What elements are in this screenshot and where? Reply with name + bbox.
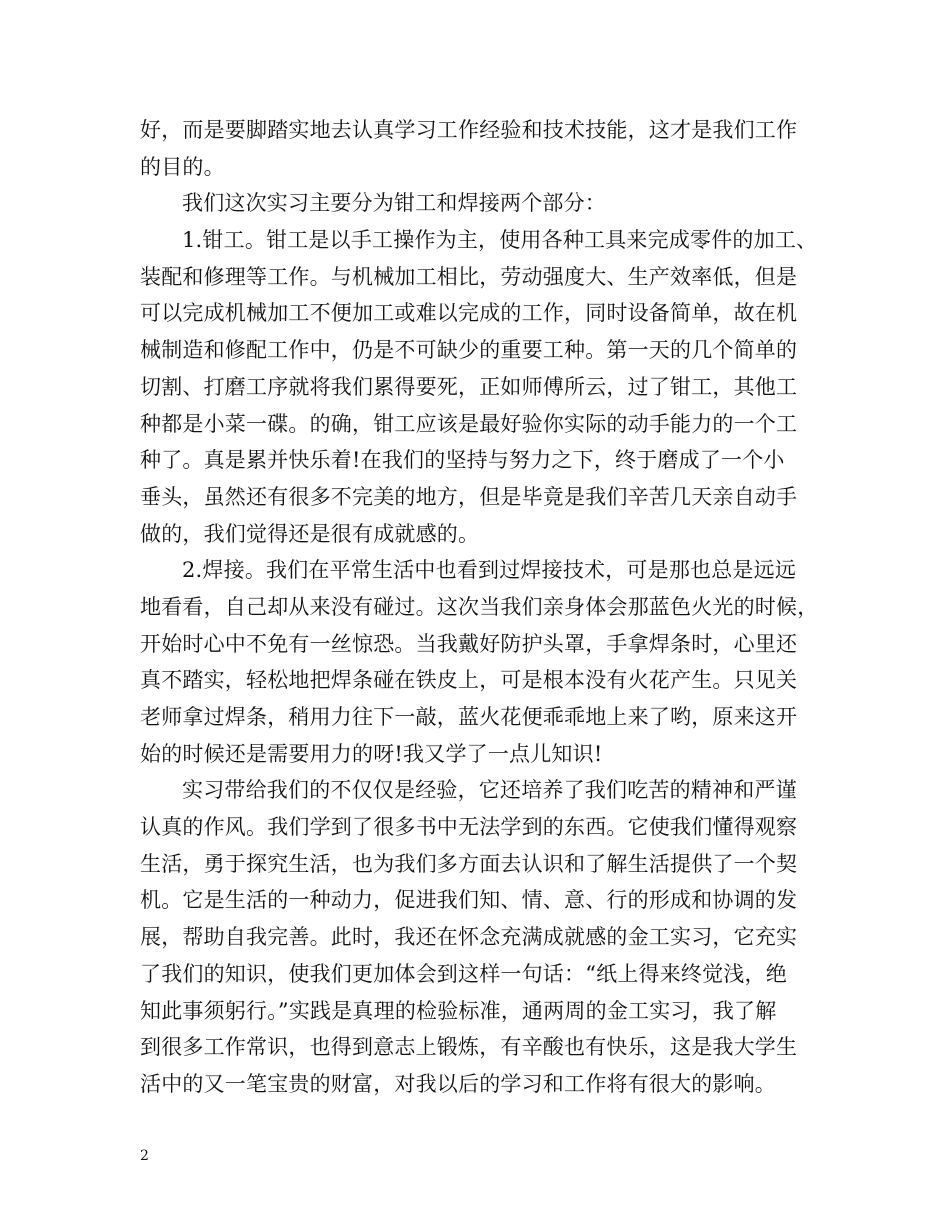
text-line: 知此事须躬行。”实践是真理的检验标准，通两周的金工实习，我了解 — [140, 998, 777, 1023]
page-number: 2 — [140, 1148, 149, 1164]
text-line: 始的时候还是需要用力的呀!我又学了一点儿知识! — [140, 741, 603, 766]
text-line: 械制造和修配工作中，仍是不可缺少的重要工种。第一天的几个简单的 — [140, 338, 798, 363]
text-line: 切割、打磨工序就将我们累得要死，正如师傅所云，过了钳工，其他工 — [140, 374, 798, 399]
text-line: 垂头，虽然还有很多不完美的地方，但是毕竟是我们辛苦几天亲自动手 — [140, 484, 798, 509]
text-line: 我们这次实习主要分为钳工和焊接两个部分： — [182, 191, 606, 216]
text-line: 展，帮助自我完善。此时，我还在怀念充满成就感的金工实习，它充实 — [140, 925, 798, 950]
text-line: 装配和修理等工作。与机械加工相比，劳动强度大、生产效率低，但是 — [140, 264, 798, 289]
text-line: 2.焊接。我们在平常生活中也看到过焊接技术，可是那也总是远远 — [182, 558, 797, 583]
text-line: 到很多工作常识，也得到意志上锻炼，有辛酸也有快乐，这是我大学生 — [140, 1035, 798, 1060]
body-text — [140, 112, 820, 1103]
text-line: 实习带给我们的不仅仅是经验，它还培养了我们吃苦的精神和严谨 — [182, 778, 797, 803]
text-line: 的目的。 — [140, 154, 225, 179]
text-line: 了我们的知识，使我们更加体会到这样一句话：“纸上得来终觉浅，绝 — [140, 961, 787, 986]
text-line: 开始时心中不免有一丝惊恐。当我戴好防护头罩，手拿焊条时，心里还 — [140, 631, 798, 656]
text-line: 生活，勇于探究生活，也为我们多方面去认识和了解生活提供了一个契 — [140, 851, 798, 876]
text-line: 1.钳工。钳工是以手工操作为主，使用各种工具来完成零件的加工、 — [182, 228, 818, 253]
text-line: 种都是小菜一碟。的确，钳工应该是最好验你实际的动手能力的一个工 — [140, 411, 798, 436]
text-line: 活中的又一笔宝贵的财富，对我以后的学习和工作将有很大的影响。 — [140, 1071, 776, 1096]
text-line: 种了。真是累并快乐着!在我们的坚持与努力之下，终于磨成了一个小 — [140, 448, 785, 473]
text-line: 机。它是生活的一种动力，促进我们知、情、意、行的形成和协调的发 — [140, 888, 798, 913]
text-line: 地看看，自己却从来没有碰过。这次当我们亲身体会那蓝色火光的时候， — [140, 594, 819, 619]
text-line: 真不踏实，轻松地把焊条碰在铁皮上，可是根本没有火花产生。只见关 — [140, 668, 798, 693]
text-line: 做的，我们觉得还是很有成就感的。 — [140, 521, 480, 546]
text-line: 可以完成机械加工不便加工或难以完成的工作，同时设备简单，故在机 — [140, 301, 798, 326]
text-line: 好，而是要脚踏实地去认真学习工作经验和技术技能，这才是我们工作 — [140, 118, 798, 142]
text-line: 认真的作风。我们学到了很多书中无法学到的东西。它使我们懂得观察 — [140, 815, 798, 840]
text-line: 老师拿过焊条，稍用力往下一敲，蓝火花便乖乖地上来了哟，原来这开 — [140, 705, 798, 729]
